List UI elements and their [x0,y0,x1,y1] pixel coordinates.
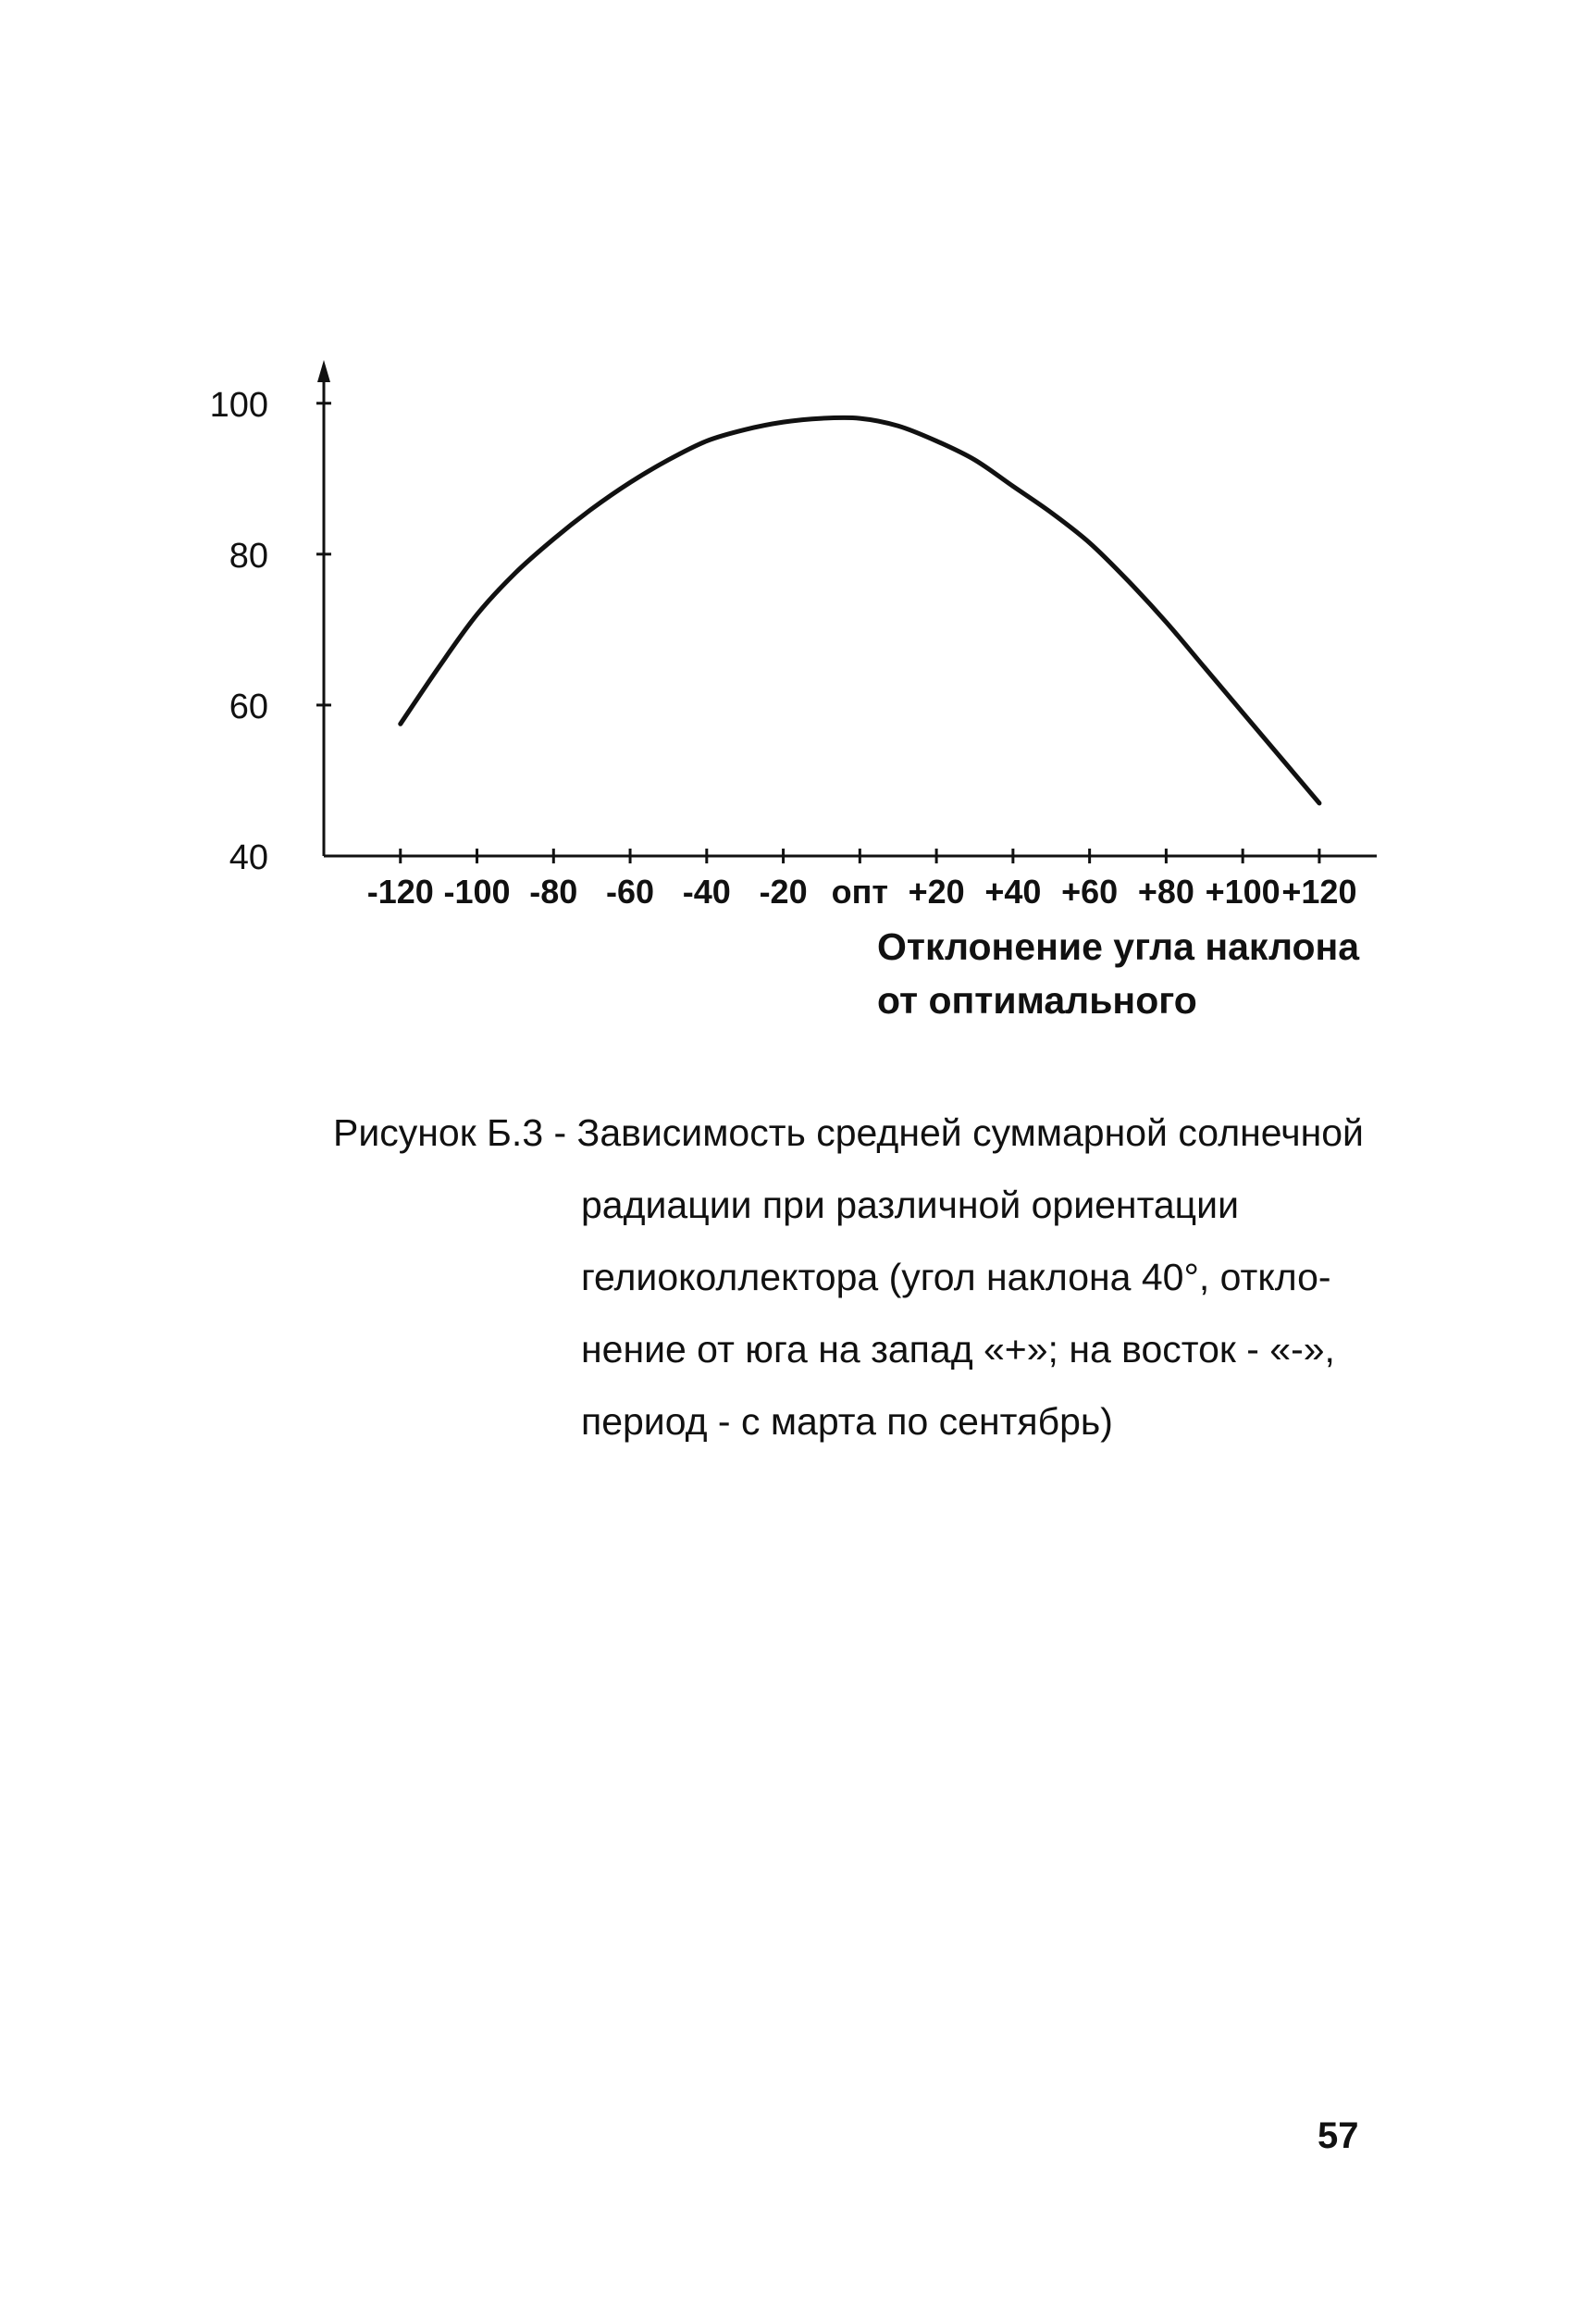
caption-line-3: гелиоколлектора (угол наклона 40°, откло- [581,1256,1331,1298]
caption-line-1: Рисунок Б.3 - Зависимость средней суммарной солнечной [333,1111,1364,1154]
x-tick-label: +120 [1281,873,1357,911]
x-axis-title [877,920,1395,1027]
x-tick-label: -100 [443,873,511,911]
radiation-chart [0,0,1596,1036]
caption-line-5: период - с марта по сентябрь) [581,1400,1113,1443]
x-axis [324,849,1377,911]
x-tick-label: +20 [908,873,965,911]
x-tick-label: +100 [1205,873,1281,911]
y-axis [210,360,331,877]
x-axis-title-line-2: от оптимального [877,979,1197,1022]
x-tick-label: -120 [366,873,434,911]
x-tick-label: +60 [1061,873,1119,911]
caption-line-4: нение от юга на запад «+»; на восток - «-», [581,1328,1335,1371]
x-tick-label: -60 [606,873,655,911]
y-tick-label: 100 [209,385,268,425]
x-tick-label: -20 [759,873,808,911]
x-tick-label: +40 [984,873,1042,911]
x-tick-label: опт [831,873,889,911]
x-tick-label: -80 [529,873,578,911]
y-tick-label: 60 [229,687,268,726]
y-tick-label: 80 [229,536,268,576]
caption-line-2: радиации при различной ориентации [581,1184,1239,1226]
series-line-radiation [401,417,1319,803]
x-tick-label: +80 [1137,873,1194,911]
x-tick-label: -40 [682,873,731,911]
page-number: 57 [1318,2115,1359,2156]
figure-caption [333,1097,1425,1457]
chart-series [401,417,1319,803]
x-axis-title-line-1: Отклонение угла наклона [877,925,1360,968]
y-tick-label: 40 [229,838,268,877]
y-axis-arrow [317,360,330,382]
